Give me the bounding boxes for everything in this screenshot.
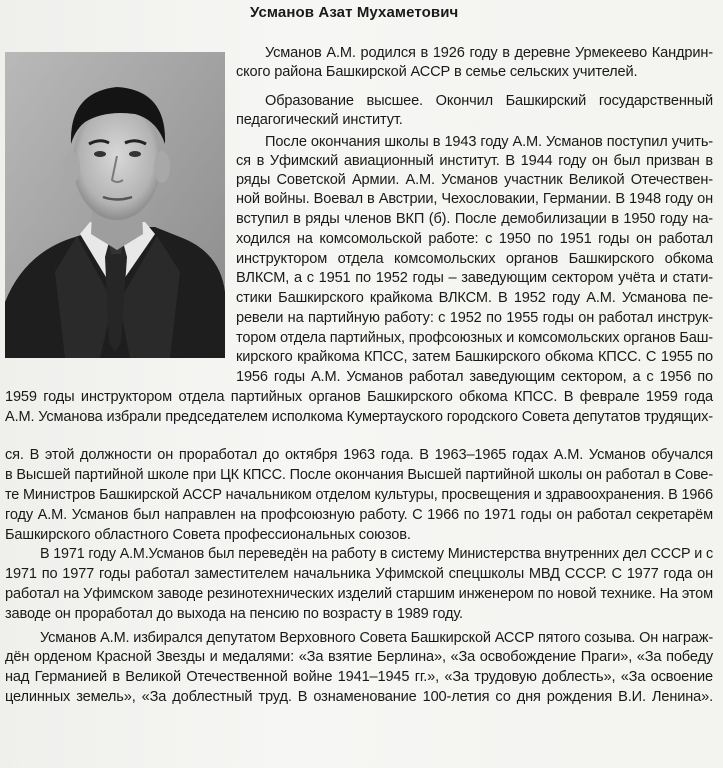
page-title: Усманов Азат Мухаметович: [250, 4, 459, 21]
text-line: вступил в ряды членов ВКП (б). После демобилизации в 1950 году на-: [236, 211, 713, 227]
text-line: году А.М. Усманов был направлен на профсоюзную работу. С 1966 по 1971 годы он работал секретарём: [5, 507, 713, 523]
text-line: тором отдела партийных, профсоюзных и комсомольских органов Баш-: [236, 330, 713, 346]
text-line: 1956 годы А.М. Усманов работал заведующим сектором, а с 1956 по: [236, 369, 713, 385]
text-line: педагогический институт.: [236, 112, 403, 128]
text-line: работал на Уфимском заводе резинотехнических изделий старшим инженером по новой технике. На этом: [5, 586, 713, 602]
text-line: целинных земель», «За доблестный труд. В ознаменование 100-летия со дня рождения В.И. Ленина».: [5, 689, 713, 705]
text-line: ся. В этой должности он проработал до октября 1963 года. В 1963–1965 годах А.М. Усманов обучался: [5, 447, 713, 463]
portrait-photo-icon: [5, 52, 225, 358]
text-line: в Высшей партийной школе при ЦК КПСС. После окончания Высшей партийной школы он работал в Сове-: [5, 467, 713, 483]
text-line: ся в Уфимский авиационный институт. В 1944 году он был призван в: [236, 153, 713, 169]
text-line: Усманов А.М. родился в 1926 году в деревне Урмекеево Кандрин-: [265, 45, 713, 61]
text-line: ского района Башкирской АССР в семье сельских учителей.: [236, 64, 638, 80]
text-line: 1971 по 1977 годы работал заместителем начальника Уфимской спецшколы МВД СССР. С 1977 года он: [5, 566, 713, 582]
text-line: Образование высшее. Окончил Башкирский государственный: [265, 93, 713, 109]
text-line: ходился на комсомольской работе: с 1950 по 1951 годы он работал: [236, 231, 713, 247]
text-line: те Министров Башкирской АССР начальником отделом культуры, просвещения и здравоохранения. В 1966: [5, 487, 713, 503]
text-line: заводе он проработал до выхода на пенсию по возрасту в 1989 году.: [5, 606, 463, 622]
text-line: В 1971 году А.М.Усманов был переведён на работу в систему Министерства внутренних дел СССР и с: [40, 546, 713, 562]
text-line: ной войны. Воевал в Австрии, Чехословакии, Германии. В 1948 году он: [236, 191, 713, 207]
text-line: над Германией в Великой Отечественной войне 1941–1945 гг.», «За трудовую доблесть», «За освоение: [5, 669, 713, 685]
text-line: стики Башкирского крайкома ВЛКСМ. В 1952 году А.М. Усманова пе-: [236, 290, 713, 306]
text-line: Башкирского областного Совета профессиональных союзов.: [5, 527, 411, 543]
text-line: инструктором отдела комсомольских органов Башкирского обкома: [236, 251, 713, 267]
portrait-photo: [5, 52, 225, 358]
text-line: ВЛКСМ, а с 1951 по 1952 годы – заведующим сектором учёта и стати-: [236, 270, 713, 286]
text-line: ряды Советской Армии. А.М. Усманов участник Великой Отечествен-: [236, 172, 713, 188]
text-line: 1959 годы инструктором отдела партийных органов Башкирского обкома КПСС. В феврале 1959 года: [5, 389, 713, 405]
text-line: Усманов А.М. избирался депутатом Верховного Совета Башкирской АССР пятого созыва. Он награж-: [40, 630, 713, 646]
text-line: А.М. Усманова избрали председателем исполкома Кумертауского городского Совета депутатов трудящих-: [5, 409, 713, 425]
text-line: ревели на партийную работу: с 1952 по 1955 годы он работал инструк-: [236, 310, 713, 326]
text-line: кирского крайкома КПСС, затем Башкирского обкома КПСС. С 1955 по: [236, 349, 713, 365]
text-line: дён орденом Красной Звезды и медалями: «За взятие Берлина», «За освобождение Праги», «За победу: [5, 649, 713, 665]
text-line: После окончания школы в 1943 году А.М. Усманов поступил учить-: [265, 134, 713, 150]
